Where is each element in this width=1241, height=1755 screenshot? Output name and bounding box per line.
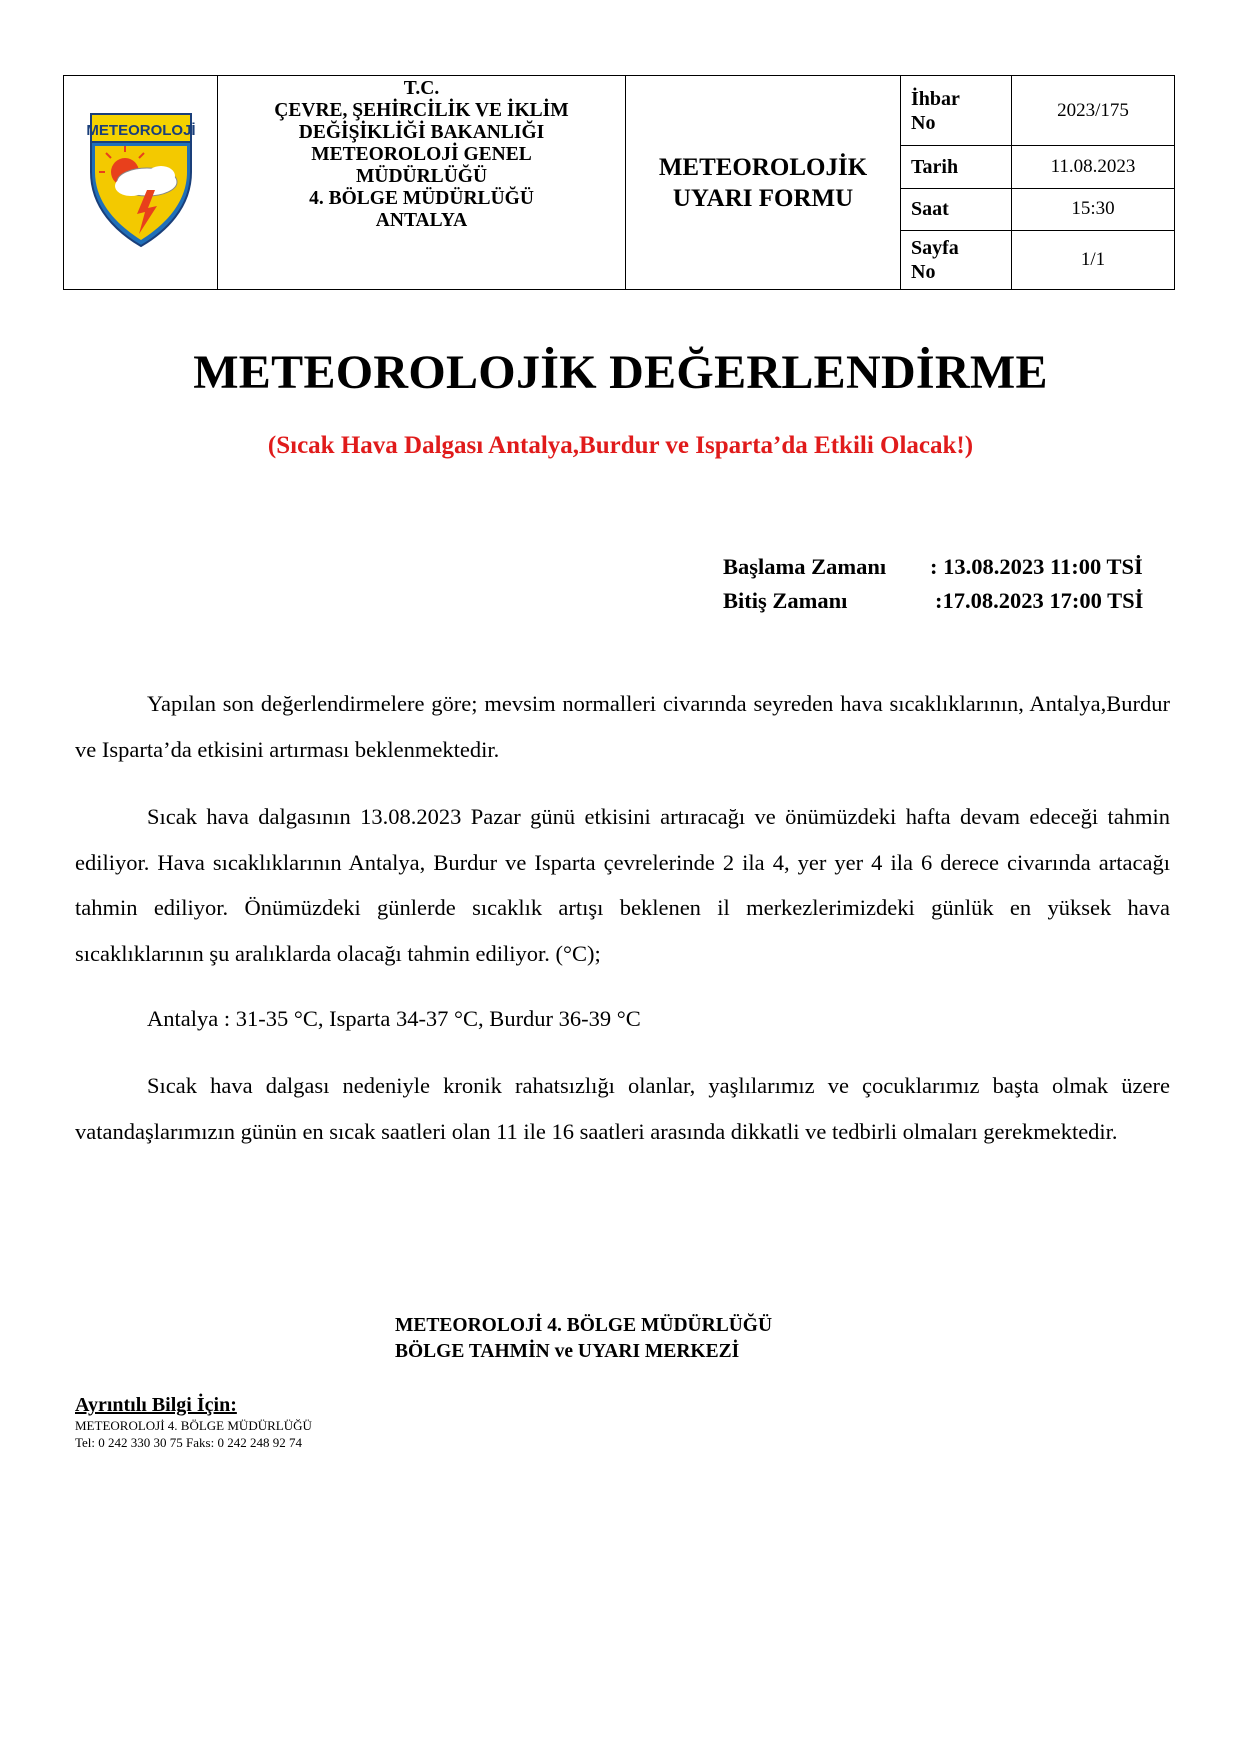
sayfa-value: 1/1 bbox=[1012, 230, 1175, 289]
paragraph bbox=[75, 794, 1170, 976]
paragraph-text: Yapılan son değerlendirmelere göre; mevsim normalleri civarında seyreden hava sıcaklıklarının, Antalya,Burdur ve Isparta’da etkisini artırması beklenmektedir. bbox=[75, 691, 1170, 762]
saat-value: 15:30 bbox=[1012, 188, 1175, 230]
paragraph bbox=[75, 681, 1170, 772]
ministry-line: MÜDÜRLÜĞÜ bbox=[355, 166, 488, 187]
logo-cell bbox=[64, 76, 218, 290]
sayfa-label-line2: No bbox=[911, 260, 936, 283]
form-title-cell bbox=[626, 76, 901, 290]
form-title-line2: UYARI FORMU bbox=[672, 184, 854, 212]
contact-info bbox=[75, 1393, 312, 1451]
signature-line1: METEOROLOJİ 4. BÖLGE MÜDÜRLÜĞÜ bbox=[395, 1315, 773, 1336]
start-time-value: : 13.08.2023 11:00 TSİ bbox=[930, 554, 1143, 579]
contact-org: METEOROLOJİ 4. BÖLGE MÜDÜRLÜĞÜ bbox=[75, 1418, 312, 1433]
end-time-value: :17.08.2023 17:00 TSİ bbox=[935, 588, 1144, 613]
end-time-label: Bitiş Zamanı bbox=[723, 588, 848, 613]
ministry-line: DEĞİŞİKLİĞİ BAKANLIĞI bbox=[298, 122, 545, 143]
ihbar-label bbox=[901, 76, 1012, 146]
page-title: METEOROLOJİK DEĞERLENDİRME bbox=[193, 346, 1048, 399]
form-title-line1: METEOROLOJİK bbox=[658, 153, 868, 181]
ministry-line: T.C. bbox=[403, 78, 440, 99]
contact-title: Ayrıntılı Bilgi İçin: bbox=[75, 1394, 237, 1416]
contact-phone: Tel: 0 242 330 30 75 Faks: 0 242 248 92 74 bbox=[75, 1435, 302, 1450]
ihbar-value: 2023/175 bbox=[1012, 76, 1175, 146]
start-time-label: Başlama Zamanı bbox=[723, 554, 887, 579]
page-subtitle: (Sıcak Hava Dalgası Antalya,Burdur ve Isparta’da Etkili Olacak!) bbox=[267, 432, 974, 459]
ihbar-label-line2: No bbox=[911, 111, 936, 134]
ministry-cell bbox=[218, 76, 626, 290]
ministry-line: ÇEVRE, ŞEHİRCİLİK VE İKLİM bbox=[274, 100, 569, 121]
temperature-ranges bbox=[75, 996, 1170, 1042]
header-table bbox=[63, 75, 1175, 290]
paragraph-text: Sıcak hava dalgası nedeniyle kronik rahatsızlığı olanlar, yaşlılarımız ve çocuklarımız başta olmak üzere vatandaşlarımızın günün en sıcak saatleri olan 11 ile 16 saatleri arasında dikkatli ve tedbirli olmaları gerekmektedir. bbox=[75, 1073, 1170, 1144]
signature-block bbox=[395, 1313, 772, 1365]
paragraph-text: Antalya : 31-35 °C, Isparta 34-37 °C, Burdur 36-39 °C bbox=[147, 1006, 641, 1031]
paragraph bbox=[75, 1063, 1170, 1154]
ihbar-label-line1: İhbar bbox=[911, 87, 960, 110]
end-time-row bbox=[723, 584, 1173, 618]
tarih-label: Tarih bbox=[901, 146, 1012, 188]
signature-line2: BÖLGE TAHMİN ve UYARI MERKEZİ bbox=[395, 1341, 740, 1362]
sayfa-label bbox=[901, 230, 1012, 289]
paragraph-text: Sıcak hava dalgasının 13.08.2023 Pazar günü etkisini artıracağı ve önümüzdeki hafta devam edeceği tahmin ediliyor. Hava sıcaklıklarının Antalya, Burdur ve Isparta çevrelerinde 2 ila 4, yer yer 4 ila 6 derece civarında artacağı tahmin ediliyor. Önümüzdeki günlerde sıcaklık artışı beklenen il merkezlerimizdeki günlük en yüksek hava sıcaklıklarının şu aralıklarda olacağı tahmin ediliyor. (°C); bbox=[75, 804, 1170, 966]
start-time-row bbox=[723, 550, 1173, 584]
ministry-line: METEOROLOJİ GENEL bbox=[311, 144, 532, 165]
logo-text: METEOROLOJİ bbox=[85, 122, 196, 139]
meteoroloji-logo bbox=[85, 110, 197, 250]
ministry-line: ANTALYA bbox=[375, 210, 468, 231]
ministry-line: 4. BÖLGE MÜDÜRLÜĞÜ bbox=[309, 188, 534, 209]
tarih-value: 11.08.2023 bbox=[1012, 146, 1175, 188]
saat-label: Saat bbox=[901, 188, 1012, 230]
sayfa-label-line1: Sayfa bbox=[911, 236, 959, 259]
time-range bbox=[723, 550, 1173, 618]
